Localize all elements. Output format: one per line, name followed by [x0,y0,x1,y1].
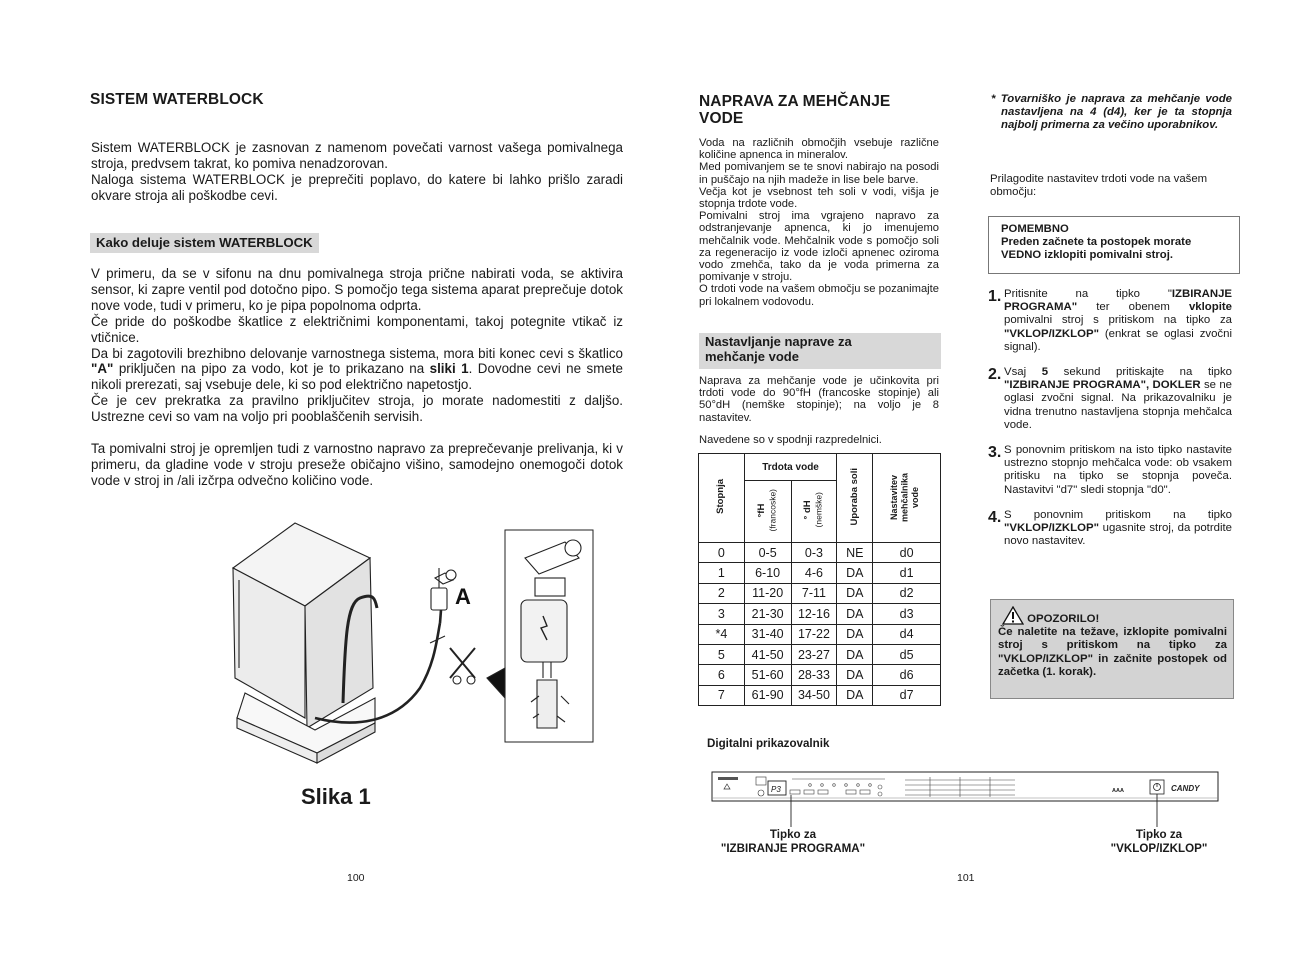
warning-box [990,599,1234,699]
callout-text: "VKLOP/IZKLOP" [1110,842,1208,855]
cell: 28-33 [791,665,837,685]
cell: DA [837,624,873,644]
step-text: "IZBIRANJE PROGRAMA", DOKLER [1004,379,1201,392]
step-text: S ponovnim pritiskom na isto tipko nastavite ustrezno stopnjo mehčalca vode: ob vsakem pritisku na tipko se stopnja poveča. Nastavitvi "d7" sledi stopnja "d0". [1004,444,1232,496]
callout-text: "IZBIRANJE PROGRAMA" [720,842,866,855]
body-text: . Dovodne cevi ne smete nikoli prerezati, saj vsebuje dele, ki so pod električno napetostjo. [91,361,623,393]
panel-outline [712,772,1218,801]
softener-paragraph: Pomivalni stroj ima vgrajeno napravo za odstranjevanje apnenca, ki jo imenujemo mehčalnik vode. Mehčalnik vode s pomočjo soli za regeneracijo iz vode izloči apnenec oziroma vodo zmehča, tako da je voda primerna za pomivanje v stroju. [699,210,939,284]
cell: 17-22 [791,624,837,644]
table-intro: Navedene so v spodnji razpredelnici. [699,433,882,446]
step-text: vklopite [1188,301,1232,314]
body-paragraph-5: Ta pomivalni stroj je opremljen tudi z varnostno napravo za preprečevanje prelivanja, ki v primeru, da gladine vode v stroju preseže običajno višino, samodejno onemogoči dotok vode v stroj in /ali izčrpa odvečno količino vode. [91,441,623,488]
warning-header [998,606,1227,626]
step-text: S ponovnim pritiskom na tipko [1004,508,1232,521]
program-button-callout [703,828,883,856]
body-text: priključen na pipo za vodo, kot je to prikazano na [113,361,430,377]
header-fh [744,481,791,543]
softener-paragraph: O trdoti vode na vašem območju se pozanimajte pri lokalnem vodovodu. [699,283,939,308]
cell: 0 [699,543,745,563]
cell: 6 [699,665,745,685]
page-number-right: 101 [957,872,975,884]
step-text: sekund pritiskajte na tipko [1048,366,1232,379]
softener-title-line: VODE [699,110,744,127]
important-box [988,216,1240,274]
step-text: Vsaj [1004,366,1042,379]
cell: *4 [699,624,745,644]
brand-logo: CANDY [1171,784,1200,793]
cell: d0 [873,543,941,563]
step-text: Pritisnite na tipko " [1004,288,1172,300]
table-row [699,644,941,664]
footnote-text: * Tovarniško je naprava za mehčanje vode nastavljena na 4 (d4), ker je ta stopnja najbolj primerna za večino uporabnikov. [991,93,1232,132]
body-paragraph-2: Če pride do poškodbe škatlice z električnimi komponentami, takoj potegnite vtikač iz vtičnice. [91,313,623,345]
cell: 5 [699,644,745,664]
body-paragraph-3 [91,346,623,394]
callout-text: Tipko za [1135,828,1183,841]
header-text: (nemške) [813,492,824,528]
cell: 0-5 [744,543,791,563]
step-number: 1. [988,288,1002,305]
cell: 7-11 [791,583,837,603]
table-row [699,583,941,603]
cell: 61-90 [744,685,791,705]
softener-paragraph: Večja kot je vsebnost teh soli v vodi, višja je stopnja trdote vode. [699,185,939,211]
cell: d7 [873,685,941,705]
adjust-intro [990,173,1233,199]
step-text: se ne oglasi zvočni signal. Na prikazovalniku je vidna trenutno nastavljena stopnja mehčalca vode. [1004,379,1232,431]
body-paragraph-4: Če je cev prekratka za pravilno priključitev stroja, jo morate nadomestiti z daljšo. Ustrezne cevi so vam na voljo pri pooblaščenih servisih. [91,393,623,425]
cell: 1 [699,563,745,583]
header-sol [837,454,873,543]
cell: d2 [873,583,941,603]
header-nastavitev [873,454,941,543]
header-text: (francoske) [767,488,778,532]
cell: DA [837,644,873,664]
callout-text: Tipko za [769,828,817,841]
important-title: POMEMBNO [1001,223,1069,235]
cell: 34-50 [791,685,837,705]
header-text: Nastavitev mehčalnika vode [888,471,920,522]
body-text: Da bi zagotovili brezhibno delovanje varnostnega sistema, mora biti konec cevi s škatlico [91,345,623,361]
water-hardness-table [698,453,941,706]
left-subtitle: Kako deluje sistem WATERBLOCK [90,233,319,253]
cell: 11-20 [744,583,791,603]
cell: 41-50 [744,644,791,664]
cell: DA [837,685,873,705]
softener-subtitle [699,333,941,369]
step-item [988,444,1232,497]
intro-paragraph-2: Naloga sistema WATERBLOCK je preprečiti poplavo, do katere bi lahko prišlo zaradi okvare stroja ali poškodbe cevi. [91,171,623,203]
display-value: P3 [771,785,781,794]
cell: 0-3 [791,543,837,563]
energy-rating: AAA [1112,788,1124,794]
cell: 23-27 [791,644,837,664]
step-item [988,366,1232,432]
softener-paragraph: Med pomivanjem se te snovi nabirajo na posodi in puščajo na njih madeže in lise bele barve. [699,161,939,186]
softener-subtitle-line: mehčanje vode [705,349,799,364]
cell: DA [837,604,873,624]
header-text: Stopnja [715,479,727,514]
step-number: 2. [988,366,1002,384]
step-item [988,288,1232,354]
cell: 2 [699,583,745,603]
step-text: (enkrat se oglasi zvočni signal). [1004,327,1232,353]
steps-list [988,288,1232,548]
table-row [699,543,941,563]
softener-paragraph: Voda na različnih območjih vsebuje različne količine apnenca in mineralov. [699,137,939,162]
figure-caption: Slika 1 [301,784,371,809]
warning-title: OPOZORILO! [1027,613,1100,625]
cell: DA [837,583,873,603]
step-number: 3. [988,444,1002,462]
header-text: ° dH [802,500,814,520]
softener-settings-paragraph: Naprava za mehčanje vode je učinkovita pri trdoti vode do 90°fH (francoske stopinje) ali 50°dH (nemške stopinje); na voljo je 8 nastavitev. [699,375,939,424]
important-text: Preden začnete ta postopek morate VEDNO izklopiti pomivalni stroj. [1001,235,1192,261]
cell: d4 [873,624,941,644]
cell: 3 [699,604,745,624]
adjust-intro-text: Prilagodite nastavitev trdoti vode na vašem območju: [990,173,1208,199]
panel-label: Digitalni prikazovalnik [707,737,830,750]
header-text: Uporaba soli [848,467,860,526]
cell: d6 [873,665,941,685]
softener-settings-text [699,375,939,446]
factory-footnote [991,93,1232,133]
cell: d5 [873,644,941,664]
table-row [699,665,941,685]
table-row [699,685,941,705]
step-item [988,509,1232,549]
page-number-left: 100 [347,872,365,884]
body-paragraph-1: V primeru, da se v sifonu na dnu pomivalnega stroja prične nabirati voda, se aktivira sensor, ki zapre ventil pod dotočno pipo. S pomočjo tega sistema aparat preprečuje dotok nove vode, tudi v primeru, ko je pipa popolnoma odprta. [91,266,623,313]
cell: NE [837,543,873,563]
figure-marker-a: A [455,584,471,609]
figure-ref: sliki 1 [429,361,469,377]
softener-title [699,93,890,127]
cell: 31-40 [744,624,791,644]
warning-icon [1002,606,1024,625]
header-dh [791,481,837,543]
step-number: 4. [988,508,1002,526]
softener-subtitle-line: Nastavljanje naprave za [705,334,852,349]
step-text: "VKLOP/IZKLOP" [1004,327,1099,340]
softener-title-line: NAPRAVA ZA MEHČANJE [699,93,891,110]
box-a-ref: "A" [91,361,114,377]
cell: DA [837,665,873,685]
step-text: 5 [1041,366,1049,379]
cell: 6-10 [744,563,791,583]
waterblock-illustration [225,518,595,778]
cell: 12-16 [791,604,837,624]
header-stopnja [699,454,745,543]
cell: 7 [699,685,745,705]
cell: 51-60 [744,665,791,685]
cell: d1 [873,563,941,583]
power-button-callout [1094,828,1224,856]
intro-paragraph-1: Sistem WATERBLOCK je zasnovan z namenom povečati varnost vašega pomivalnega stroja, predvsem takrat, ko pomiva nenadzorovan. [91,140,623,171]
step-text: IZBIRANJE PROGRAMA" [1004,288,1232,314]
header-trdota: Trdota vode [744,454,837,481]
cell: 4-6 [791,563,837,583]
left-body [91,266,623,489]
step-text: ugasnite stroj, da potrdite novo nastavitev. [1004,522,1232,548]
header-text: °fH [756,503,768,518]
cell: d3 [873,604,941,624]
left-title: SISTEM WATERBLOCK [90,91,264,108]
softener-text [699,137,939,308]
warning-text: Če naletite na težave, izklopite pomivalni stroj s pritiskom na tipko za "VKLOP/IZKLOP" in začnite postopek od začetka (1. korak). [998,626,1227,678]
left-intro [91,140,623,204]
cell: DA [837,563,873,583]
step-text: "VKLOP/IZKLOP" [1004,522,1099,535]
table-row [699,604,941,624]
table-row [699,624,941,644]
table-row [699,563,941,583]
cell: 21-30 [744,604,791,624]
step-text: ter obenem [1077,301,1189,314]
step-text: pomivalni stroj s pritiskom na tipko za [1004,314,1232,327]
